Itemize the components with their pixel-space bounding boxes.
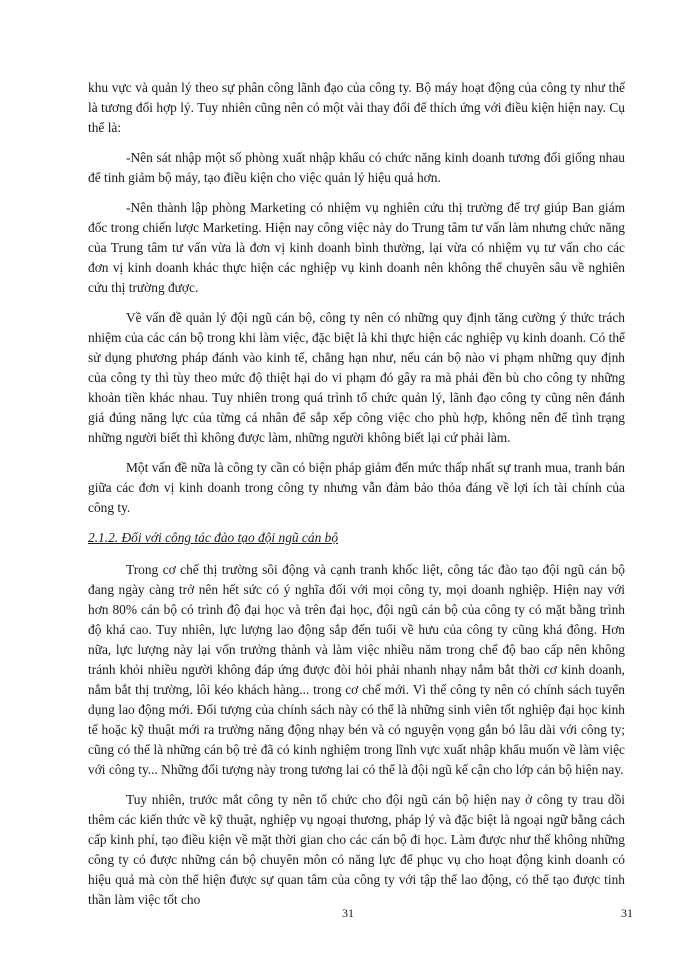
paragraph-4: Về vấn đề quản lý đội ngũ cán bộ, công ty nên có những quy định tăng cường ý thức trách nhiệm của các cán bộ trong khi làm việc, đặc biệt là khi thực hiện các nghiệp vụ kinh doanh. Có thể sử dụng phương pháp đánh vào kinh tế, chẳng hạn như, nếu cán bộ nào vi phạm những quy định của công ty thì tùy theo mức độ thiệt hại do vi phạm đó gây ra mà phải đền bù cho công ty những khoản tiền khác nhau. Tuy nhiên trong quá trình tổ chức quản lý, lãnh đạo công ty cũng nên đánh giá đúng năng lực của từng cá nhân để sắp xếp công việc cho phù hợp, không nên để tình trạng những người biết thì không được làm, những người không biết lại cứ phải làm. — [88, 310, 625, 445]
paragraph-6: Trong cơ chế thị trường sôi động và cạnh tranh khốc liệt, công tác đào tạo đội ngũ cán bộ đang ngày càng trở nên hết sức có ý nghĩa đối với mọi công ty, mọi doanh nghiệp. Hiện nay với hơn 80% cán bộ có trình độ đại học và trên đại học, đội ngũ cán bộ của công ty có mặt bằng trình độ khá cao. Tuy nhiên, lực lượng lao động sắp đến tuổi về hưu của công ty cũng khá đông. Hơn nữa, lực lượng này lại vốn trưởng thành và làm việc nhiều năm trong chế độ bao cấp nên không tránh khỏi nhiều người không đáp ứng được đòi hỏi phải nhanh nhạy nắm bắt thời cơ kinh doanh, nắm bắt thị trường, lôi kéo khách hàng... trong cơ chế mới. Vì thế công ty nên có chính sách tuyển dụng lao động mới. Đối tượng của chính sách này có thể là những sinh viên tốt nghiệp đại học kinh tế hoặc kỹ thuật mới ra trường năng động nhạy bén và có nguyện vọng gắn bó lâu dài với công ty; cũng có thể là những cán bộ trẻ đã có kinh nghiệm trong lĩnh vực xuất nhập khẩu muốn về làm việc với công ty... Những đối tượng này trong tương lai có thể là đội ngũ kế cận cho lớp cán bộ hiện nay. — [88, 562, 625, 777]
page-number-center: 31 — [342, 906, 354, 920]
page-body — [88, 78, 625, 920]
section-heading: 2.1.2. Đối với công tác đào tạo đội ngũ cán bộ — [88, 530, 339, 545]
paragraph-2: -Nên sát nhập một số phòng xuất nhập khẩu có chức năng kinh doanh tương đối giống nhau để tinh giảm bộ máy, tạo điều kiện cho việc quản lý hiệu quả hơn. — [88, 150, 625, 185]
paragraph-3: -Nên thành lập phòng Marketing có nhiệm vụ nghiên cứu thị trường để trợ giúp Ban giám đốc trong chiến lược Marketing. Hiện nay công việc này do Trung tâm tư vấn làm nhưng chức năng của Trung tâm tư vấn vừa là đơn vị kinh doanh bình thường, lại vừa có nhiệm vụ tư vấn cho các đơn vị kinh doanh khác thực hiện các nghiệp vụ kinh doanh nên không thể chuyên sâu về nghiên cứu thị trường được. — [88, 200, 625, 295]
paragraph-5: Một vấn đề nữa là công ty cần có biện pháp giảm đến mức thấp nhất sự tranh mua, tranh bán giữa các đơn vị kinh doanh trong công ty nhưng vẫn đảm bảo thỏa đáng về lợi ích tài chính của công ty. — [88, 460, 625, 515]
page-number-right: 31 — [621, 906, 633, 920]
paragraph-1: khu vực và quản lý theo sự phân công lãnh đạo của công ty. Bộ máy hoạt động của công ty như thế là tương đối hợp lý. Tuy nhiên cũng nên có một vài thay đổi để thích ứng với điều kiện hiện nay. Cụ thể là: — [88, 80, 625, 135]
paragraph-7: Tuy nhiên, trước mắt công ty nên tổ chức cho đội ngũ cán bộ hiện nay ở công ty trau dồi thêm các kiến thức về kỹ thuật, nghiệp vụ ngoại thương, pháp lý và đặc biệt là ngoại ngữ bằng cách cấp kinh phí, tạo điều kiện về mặt thời gian cho các cán bộ đi học. Làm được như thế không những công ty có được những cán bộ chuyên môn có năng lực để phục vụ cho hoạt động kinh doanh có hiệu quả mà còn thể hiện được sự quan tâm của công ty với tập thể lao động, có thể tạo được tinh thần làm việc tốt cho — [88, 792, 625, 907]
